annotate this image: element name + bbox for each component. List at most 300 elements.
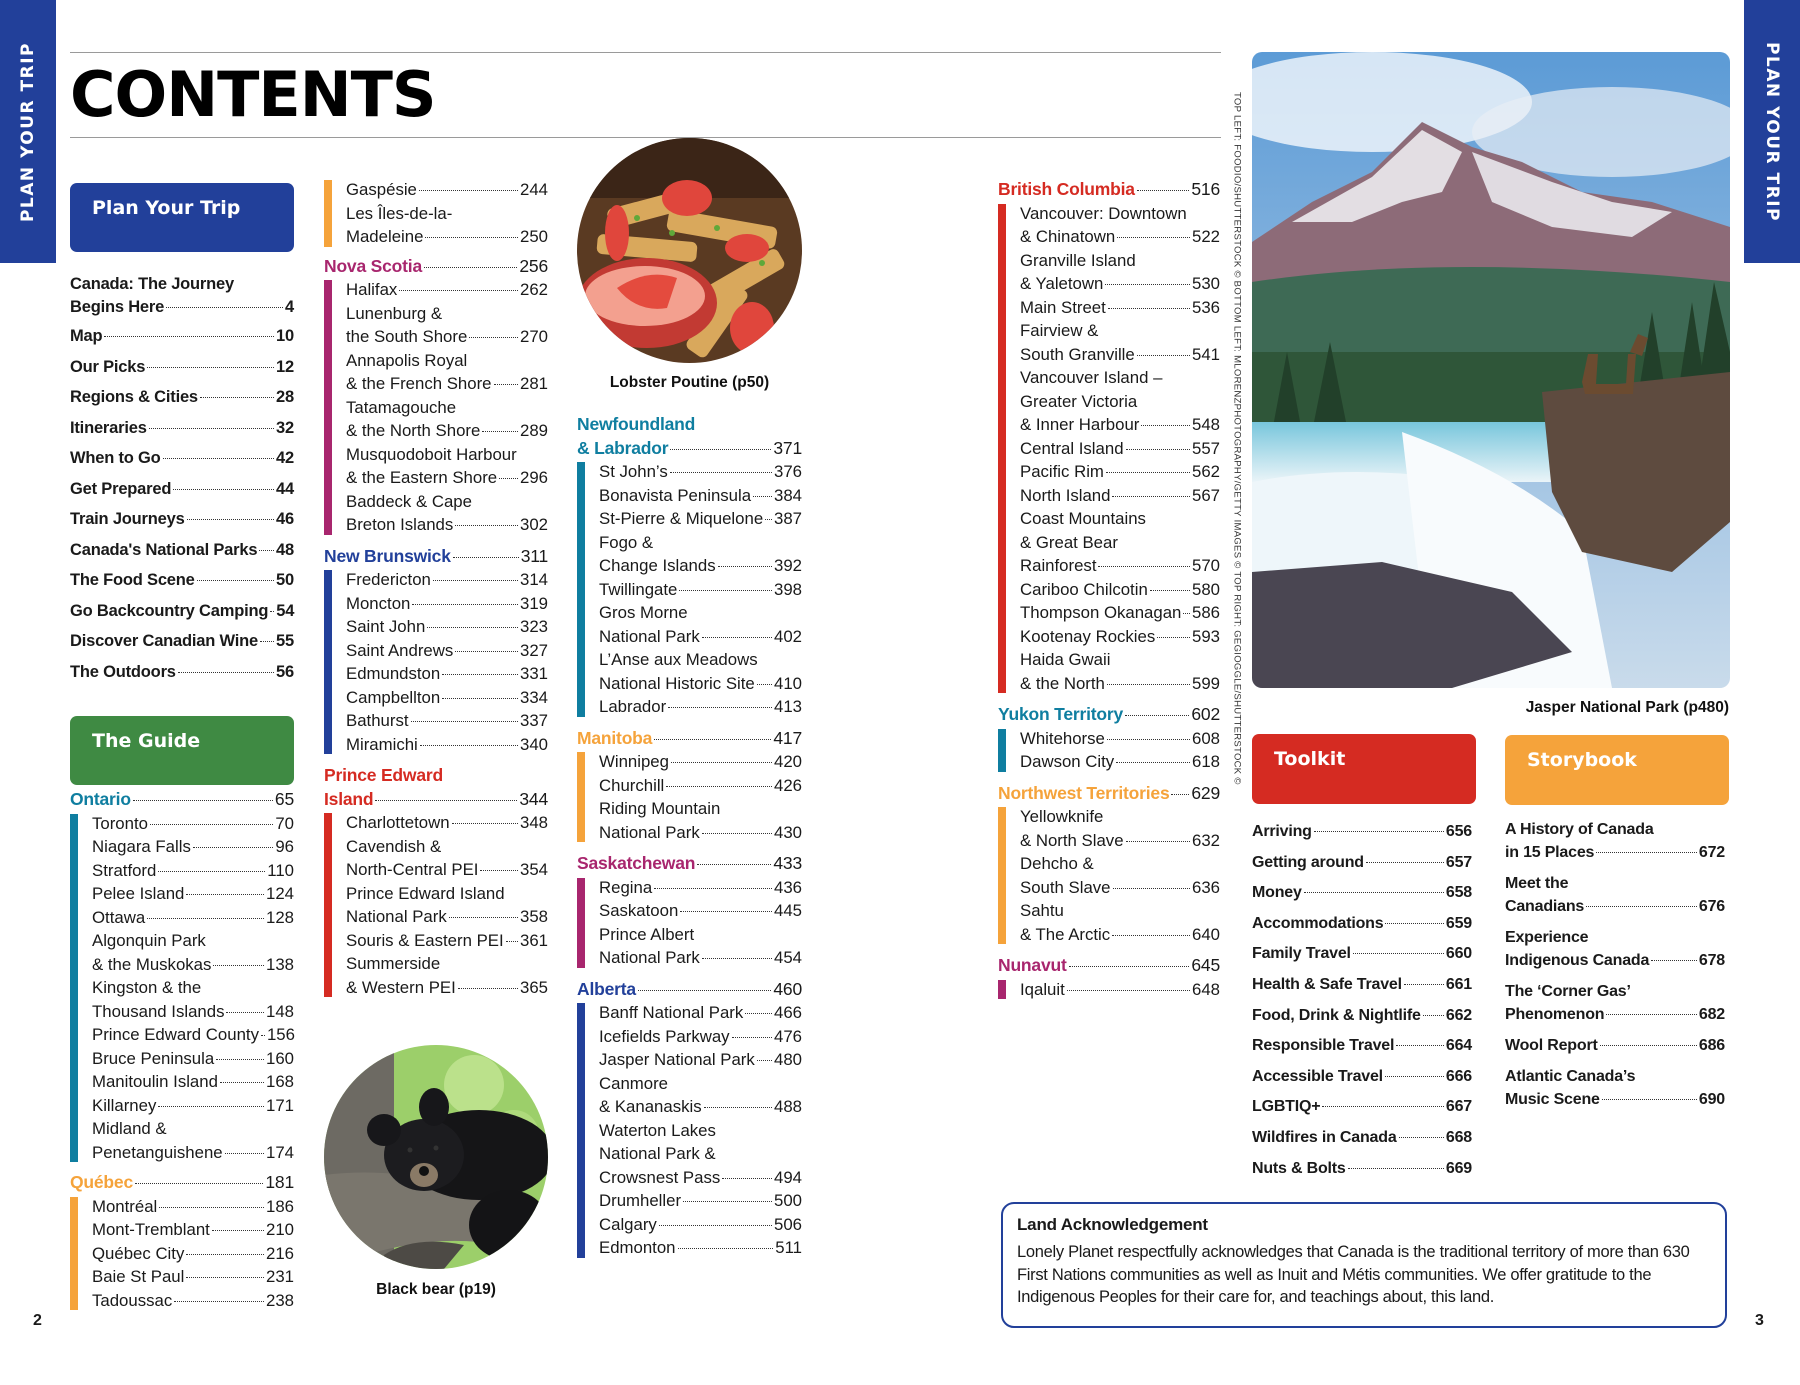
dot-leader: [1314, 831, 1444, 832]
toc-page-number: 402: [774, 626, 802, 646]
region-saskatchewan: [577, 852, 802, 970]
dot-leader: [419, 190, 518, 191]
toc-sub-entry[interactable]: [92, 1265, 294, 1289]
toc-sub-entry[interactable]: [92, 1070, 294, 1094]
toc-sub-entry[interactable]: [346, 639, 548, 663]
region-name: Nunavut: [998, 955, 1067, 975]
toc-sub-entry[interactable]: [346, 952, 548, 999]
toc-page-number: 690: [1698, 1091, 1725, 1108]
dot-leader: [1385, 923, 1443, 924]
toc-page-number: 541: [1192, 344, 1220, 364]
toc-entry[interactable]: [1252, 881, 1472, 904]
toc-entry[interactable]: [70, 569, 294, 592]
toc-sub-entry[interactable]: [599, 1213, 802, 1237]
dot-leader: [1125, 715, 1189, 716]
toc-sub-entry[interactable]: [599, 876, 802, 900]
toc-entry-title: South Slave: [1020, 877, 1111, 897]
dot-leader: [506, 941, 518, 942]
toc-page-number: 334: [520, 687, 548, 707]
toc-sub-entry[interactable]: [346, 178, 548, 202]
toc-page-number: 4: [285, 298, 294, 316]
toc-entry-line: Riding Mountain: [599, 799, 721, 818]
toc-sub-entry[interactable]: [599, 774, 802, 798]
toc-entry[interactable]: [70, 508, 294, 531]
dot-leader: [1112, 935, 1190, 936]
toc-sub-entry[interactable]: [599, 899, 802, 923]
toc-sub-entry[interactable]: [346, 709, 548, 733]
toc-entry[interactable]: [1505, 926, 1725, 972]
dot-leader: [1423, 1015, 1444, 1016]
dot-leader: [1126, 449, 1190, 450]
toc-entry-line: Sahtu: [1020, 901, 1064, 920]
toc-sub-entry[interactable]: [599, 531, 802, 578]
toc-sub-entry[interactable]: [346, 202, 548, 249]
toc-entry-title: & the North: [1020, 673, 1105, 693]
toc-sub-entry[interactable]: [599, 484, 802, 508]
toc-entry-row: [1020, 876, 1220, 900]
toc-sub-entry[interactable]: [92, 929, 294, 976]
toc-entry[interactable]: [70, 273, 294, 319]
toc-sub-entry[interactable]: [92, 835, 294, 859]
toc-entry-title: Canada's National Parks: [70, 540, 258, 559]
toc-sub-entry[interactable]: [346, 686, 548, 710]
dot-leader: [147, 367, 274, 368]
toc-entry[interactable]: [70, 630, 294, 653]
toc-sub-entry[interactable]: [599, 1072, 802, 1119]
toc-entry[interactable]: [1252, 851, 1472, 874]
toc-sub-entry[interactable]: [92, 1094, 294, 1118]
toc-sub-entry[interactable]: [1020, 625, 1220, 649]
toc-page-number: 413: [774, 697, 802, 716]
toc-page-number: 156: [266, 1025, 295, 1044]
toc-sub-entry[interactable]: [1020, 601, 1220, 625]
toc-entry[interactable]: [70, 600, 294, 623]
toc-entry-row: [599, 876, 802, 900]
toc-entry[interactable]: [1252, 973, 1472, 996]
toc-page-number: 618: [1192, 752, 1220, 771]
toc-sub-entry[interactable]: [1020, 507, 1220, 578]
toc-entry[interactable]: [1252, 1157, 1472, 1180]
region-heading[interactable]: [998, 703, 1220, 727]
dot-leader: [197, 580, 274, 581]
toc-sub-entry[interactable]: [1020, 727, 1220, 751]
toc-entry-row: [599, 578, 802, 602]
region-heading[interactable]: [324, 255, 548, 279]
region-sub-list: [998, 202, 1220, 696]
toc-page-number: 420: [774, 752, 802, 771]
toc-entry-title: Winnipeg: [599, 752, 669, 771]
toc-sub-entry[interactable]: [346, 733, 548, 757]
toc-sub-entry[interactable]: [92, 1023, 294, 1047]
toc-page-number: 302: [520, 515, 548, 534]
toc-sub-entry[interactable]: [599, 578, 802, 602]
dot-leader: [159, 1207, 264, 1208]
toc-page-number: 536: [1192, 297, 1220, 317]
toc-sub-entry[interactable]: [1020, 899, 1220, 946]
toc-entry[interactable]: [1505, 980, 1725, 1026]
toc-entry-line: Canmore: [599, 1073, 669, 1093]
toc-entry-row: [346, 325, 548, 349]
region-color-bar: [324, 180, 332, 247]
toc-page-number: 216: [266, 1243, 294, 1263]
toc-sub-entry[interactable]: [346, 443, 548, 490]
jasper-caption: Jasper National Park (p480): [1525, 699, 1729, 716]
dot-leader: [1600, 1045, 1697, 1046]
toc-entry-title: Drumheller: [599, 1191, 682, 1210]
toc-entry-row: [599, 1166, 802, 1190]
region-heading[interactable]: [577, 978, 802, 1002]
dot-leader: [158, 871, 265, 872]
toc-entry-row: [346, 372, 548, 396]
toc-page-number: 500: [774, 1191, 802, 1210]
region-name: Northwest Territories: [998, 782, 1170, 803]
region-color-bar: [70, 1197, 78, 1311]
toc-sub-entry[interactable]: [346, 835, 548, 882]
toc-sub-entry[interactable]: [346, 396, 548, 443]
toc-sub-entry[interactable]: [599, 1048, 802, 1072]
dot-leader: [186, 1277, 264, 1278]
toc-sub-entry[interactable]: [599, 601, 802, 648]
dot-leader: [1126, 841, 1190, 842]
toc-sub-entry[interactable]: [346, 929, 548, 953]
toc-page-number: 28: [276, 388, 294, 406]
toc-entry-row: [92, 812, 294, 836]
toc-entry-row: [346, 905, 548, 929]
toc-entry-row: [599, 1048, 802, 1072]
toc-entry-title: & the Muskokas: [92, 954, 212, 974]
dot-leader: [1106, 472, 1190, 473]
toc-entry-title: Kootenay Rockies: [1020, 626, 1156, 646]
toc-entry[interactable]: [1252, 1095, 1472, 1118]
toc-entry-row: [70, 539, 294, 562]
dot-leader: [1353, 953, 1444, 954]
toc-entry-row: [346, 709, 548, 733]
toc-entry-row: [1020, 296, 1220, 320]
toc-page-number: 168: [266, 1072, 294, 1091]
toc-entry-title: St-Pierre & Miquelone: [599, 509, 764, 528]
toc-page-number: 580: [1192, 579, 1220, 599]
toc-sub-entry[interactable]: [599, 923, 802, 970]
toc-sub-entry[interactable]: [92, 1195, 294, 1219]
toc-page-number: 668: [1445, 1128, 1472, 1146]
toc-entry-row: [599, 899, 802, 923]
region-color-bar: [577, 878, 585, 968]
toc-entry-title: & Kananaskis: [599, 1097, 702, 1116]
toc-page-number: 231: [266, 1267, 294, 1286]
toc-entry-row: [92, 1242, 294, 1266]
toc-entry[interactable]: [1505, 872, 1725, 918]
section-the-guide-label: The Guide: [92, 730, 201, 752]
land-acknowledgement-body: Lonely Planet respectfully acknowledges that Canada is the traditional territory of more than 630 First Nations communities as well as Inuit and Métis communities. We offer gratitude to the Indigenous Peoples for their care for, and teachings about, this land.: [1017, 1243, 1690, 1306]
toc-entry-title: National Historic Site: [599, 673, 755, 693]
toc-sub-entry[interactable]: [599, 1189, 802, 1213]
region-page-number: 181: [265, 1172, 294, 1192]
toc-sub-entry[interactable]: [599, 1001, 802, 1025]
toc-entry[interactable]: [1505, 1065, 1725, 1111]
region-name: Saskatchewan: [577, 853, 696, 873]
toc-page-number: 657: [1445, 853, 1472, 871]
toc-entry-line: Waterton Lakes: [599, 1120, 716, 1140]
toc-entry-row: [1252, 1095, 1472, 1118]
toc-entry[interactable]: [70, 539, 294, 562]
bear-caption: Black bear (p19): [376, 1281, 496, 1298]
toc-sub-entry[interactable]: [92, 812, 294, 836]
toc-sub-entry[interactable]: [1020, 460, 1220, 484]
toc-entry[interactable]: [1505, 818, 1725, 864]
toc-entry-line: Midland &: [92, 1119, 167, 1138]
toc-page-number: 331: [520, 664, 548, 683]
toc-sub-entry[interactable]: [92, 1242, 294, 1266]
region-heading[interactable]: [577, 413, 802, 460]
toc-sub-entry[interactable]: [599, 648, 802, 695]
dot-leader: [411, 721, 519, 722]
toc-sub-entry[interactable]: [346, 302, 548, 349]
toc-sub-entry[interactable]: [346, 811, 548, 835]
toc-entry-line: A History of Canada: [1505, 821, 1654, 838]
toc-sub-entry[interactable]: [599, 1236, 802, 1260]
toc-entry-row: [1505, 841, 1725, 864]
toc-entry-title: Halifax: [346, 280, 398, 299]
top-rule: [70, 52, 1221, 53]
toc-entry-title: Saint John: [346, 617, 426, 636]
toc-entry-title: North-Central PEI: [346, 860, 479, 879]
toc-sub-entry[interactable]: [599, 1025, 802, 1049]
toc-sub-entry[interactable]: [1020, 750, 1220, 774]
toc-page-number: 661: [1445, 975, 1472, 993]
toc-entry[interactable]: [70, 447, 294, 470]
region-heading-row: [577, 978, 802, 1002]
toc-sub-entry[interactable]: [1020, 484, 1220, 508]
toc-entry-line: Coast Mountains: [1020, 509, 1146, 528]
region-name: British Columbia: [998, 179, 1135, 199]
toc-entry-title: Souris & Eastern PEI: [346, 930, 504, 950]
toc-entry-title: Stratford: [92, 860, 157, 880]
toc-sub-entry[interactable]: [599, 695, 802, 719]
toc-page-number: 586: [1192, 603, 1220, 622]
toc-entry-title: Québec City: [92, 1243, 185, 1263]
toc-entry[interactable]: [1252, 1065, 1472, 1088]
toc-page-number: 12: [276, 357, 294, 376]
toc-page-number: 662: [1445, 1006, 1472, 1024]
toc-entry-line: Vancouver: Downtown: [1020, 203, 1187, 223]
toc-entry-title: Whitehorse: [1020, 728, 1105, 748]
toc-entry-line: & Great Bear: [1020, 532, 1118, 552]
toc-entry-title: National Park: [599, 948, 700, 967]
region-heading[interactable]: [70, 788, 294, 812]
toc-entry[interactable]: [1252, 820, 1472, 843]
toc-entry-title: & The Arctic: [1020, 924, 1111, 944]
dot-leader: [1596, 852, 1697, 853]
toc-sub-entry[interactable]: [599, 797, 802, 844]
region-heading[interactable]: [324, 545, 548, 569]
toc-entry[interactable]: [1252, 942, 1472, 965]
toc-entry-title: Madeleine: [346, 227, 424, 246]
toc-entry[interactable]: [1252, 1126, 1472, 1149]
toc-entry[interactable]: [70, 478, 294, 501]
lobster-poutine-photo: [577, 138, 802, 363]
toc-sub-entry[interactable]: [92, 1289, 294, 1313]
toc-sub-entry[interactable]: [1020, 249, 1220, 296]
toc-page-number: 42: [276, 449, 294, 467]
toc-page-number: 110: [267, 860, 294, 880]
side-tab-left: [0, 0, 56, 263]
toc-entry-line: Musquodoboit Harbour: [346, 444, 517, 464]
dot-leader: [1107, 739, 1190, 740]
region-heading[interactable]: [70, 1171, 294, 1195]
toc-sub-entry[interactable]: [599, 507, 802, 531]
toc-sub-entry[interactable]: [346, 568, 548, 592]
region-heading-row: [577, 437, 802, 461]
toc-entry[interactable]: [70, 356, 294, 379]
dot-leader: [1067, 990, 1190, 991]
toc-sub-entry[interactable]: [1020, 978, 1220, 1002]
region-name: & Labrador: [577, 437, 669, 458]
toc-entry-title: Regions & Cities: [70, 388, 198, 406]
toc-page-number: 666: [1445, 1067, 1472, 1085]
dot-leader: [1137, 355, 1190, 356]
toc-page-number: 548: [1192, 415, 1220, 434]
toc-page-number: 148: [266, 1001, 294, 1021]
toc-entry-row: [599, 821, 802, 845]
region-heading[interactable]: [324, 764, 548, 811]
toc-entry-title: Wildfires in Canada: [1252, 1128, 1397, 1146]
toc-entry[interactable]: [70, 661, 294, 684]
land-acknowledgement-box: [1001, 1202, 1727, 1328]
toc-sub-entry[interactable]: [346, 592, 548, 616]
toc-entry-title: & the North Shore: [346, 421, 481, 440]
dot-leader: [186, 1254, 264, 1255]
toc-entry-row: [599, 507, 802, 531]
toc-entry[interactable]: [1252, 912, 1472, 935]
toc-sub-entry[interactable]: [92, 1047, 294, 1071]
region-heading[interactable]: [998, 178, 1220, 202]
toc-entry-title: Baie St Paul: [92, 1267, 185, 1286]
toc-sub-entry[interactable]: [346, 662, 548, 686]
toc-sub-entry[interactable]: [346, 615, 548, 639]
region-color-bar: [324, 813, 332, 997]
toc-entry-title: Wool Report: [1505, 1037, 1598, 1054]
toc-entry[interactable]: [1252, 1004, 1472, 1027]
toc-sub-entry[interactable]: [599, 1119, 802, 1190]
toc-entry-title: South Granville: [1020, 344, 1135, 364]
toc-entry-title: Pelee Island: [92, 884, 185, 903]
toc-entry-row: [1020, 413, 1220, 437]
toc-sub-entry[interactable]: [1020, 296, 1220, 320]
toc-entry-row: [1252, 1126, 1472, 1149]
section-storybook[interactable]: [1505, 735, 1729, 805]
section-toolkit[interactable]: [1252, 734, 1476, 804]
toc-sub-entry[interactable]: [1020, 805, 1220, 852]
region-quebec-continued: [324, 178, 548, 249]
toc-sub-entry[interactable]: [599, 750, 802, 774]
region-heading-row: [324, 545, 548, 569]
toc-page-number: 557: [1192, 438, 1220, 458]
toc-entry-row: [346, 592, 548, 616]
toc-page-number: 138: [266, 954, 294, 974]
toc-entry-title: Arriving: [1252, 823, 1312, 840]
toc-entry-title: Edmonton: [599, 1238, 676, 1257]
region-heading[interactable]: [998, 782, 1220, 806]
toc-sub-entry[interactable]: [1020, 202, 1220, 249]
toc-sub-entry[interactable]: [346, 349, 548, 396]
toc-entry-line: Summerside: [346, 954, 441, 973]
toc-entry[interactable]: [70, 417, 294, 440]
dot-leader: [166, 307, 283, 308]
toc-entry-line: Tatamagouche: [346, 397, 457, 417]
toc-entry-title: Niagara Falls: [92, 837, 191, 856]
toc-page-number: 648: [1192, 979, 1220, 999]
toc-sub-entry[interactable]: [1020, 319, 1220, 366]
toc-page-number: 488: [774, 1097, 802, 1116]
toc-entry-row: [599, 554, 802, 578]
toc-sub-entry[interactable]: [346, 278, 548, 302]
dot-leader: [174, 1301, 264, 1302]
toc-entry-title: Pacific Rim: [1020, 462, 1104, 481]
toc-entry-title: Central Island: [1020, 438, 1124, 458]
section-the-guide[interactable]: [70, 716, 294, 785]
toc-entry[interactable]: [1252, 1034, 1472, 1057]
toc-page-number: 599: [1192, 673, 1220, 693]
toc-sub-entry[interactable]: [92, 1117, 294, 1164]
dot-leader: [187, 519, 274, 520]
toc-sub-entry[interactable]: [1020, 648, 1220, 695]
toc-page-number: 337: [520, 711, 548, 730]
dot-leader: [399, 290, 518, 291]
toc-sub-entry[interactable]: [346, 882, 548, 929]
dot-leader: [427, 627, 518, 628]
toc-entry[interactable]: [1505, 1034, 1725, 1057]
dot-leader: [1606, 1014, 1697, 1015]
guide-column-1: [70, 788, 294, 1320]
toc-entry-row: [599, 774, 802, 798]
toc-sub-entry[interactable]: [1020, 366, 1220, 437]
toc-sub-entry[interactable]: [92, 906, 294, 930]
region-heading-line: Prince Edward: [324, 765, 443, 785]
toc-entry-title: Charlottetown: [346, 813, 450, 832]
toc-page-number: 10: [276, 327, 294, 345]
dot-leader: [702, 833, 772, 834]
dot-leader: [499, 478, 518, 479]
toc-sub-entry[interactable]: [346, 490, 548, 537]
section-plan-your-trip[interactable]: [70, 183, 294, 252]
toc-sub-entry[interactable]: [1020, 437, 1220, 461]
region-page-number: 65: [274, 789, 294, 809]
toc-entry-row: [92, 1047, 294, 1071]
toc-entry[interactable]: [70, 386, 294, 409]
toc-sub-entry[interactable]: [1020, 578, 1220, 602]
region-page-number: 344: [519, 788, 548, 809]
region-color-bar: [998, 729, 1006, 772]
region-heading[interactable]: [998, 954, 1220, 978]
dot-leader: [220, 1082, 264, 1083]
toc-sub-entry[interactable]: [92, 1218, 294, 1242]
toc-page-number: 365: [520, 977, 548, 997]
toc-page-number: 354: [520, 860, 548, 879]
toc-entry-row: [1020, 601, 1220, 625]
toc-sub-entry[interactable]: [92, 976, 294, 1023]
toc-sub-entry[interactable]: [92, 882, 294, 906]
toc-sub-entry[interactable]: [92, 859, 294, 883]
region-heading[interactable]: [577, 727, 802, 751]
toc-sub-entry[interactable]: [599, 460, 802, 484]
toc-entry-title: & North Slave: [1020, 830, 1124, 850]
toc-entry[interactable]: [70, 325, 294, 348]
toc-entry-line: Annapolis Royal: [346, 350, 468, 370]
toc-entry-title: Manitoulin Island: [92, 1072, 218, 1091]
region-sub-list: [577, 1001, 802, 1260]
toc-sub-entry[interactable]: [1020, 852, 1220, 899]
region-heading[interactable]: [577, 852, 802, 876]
